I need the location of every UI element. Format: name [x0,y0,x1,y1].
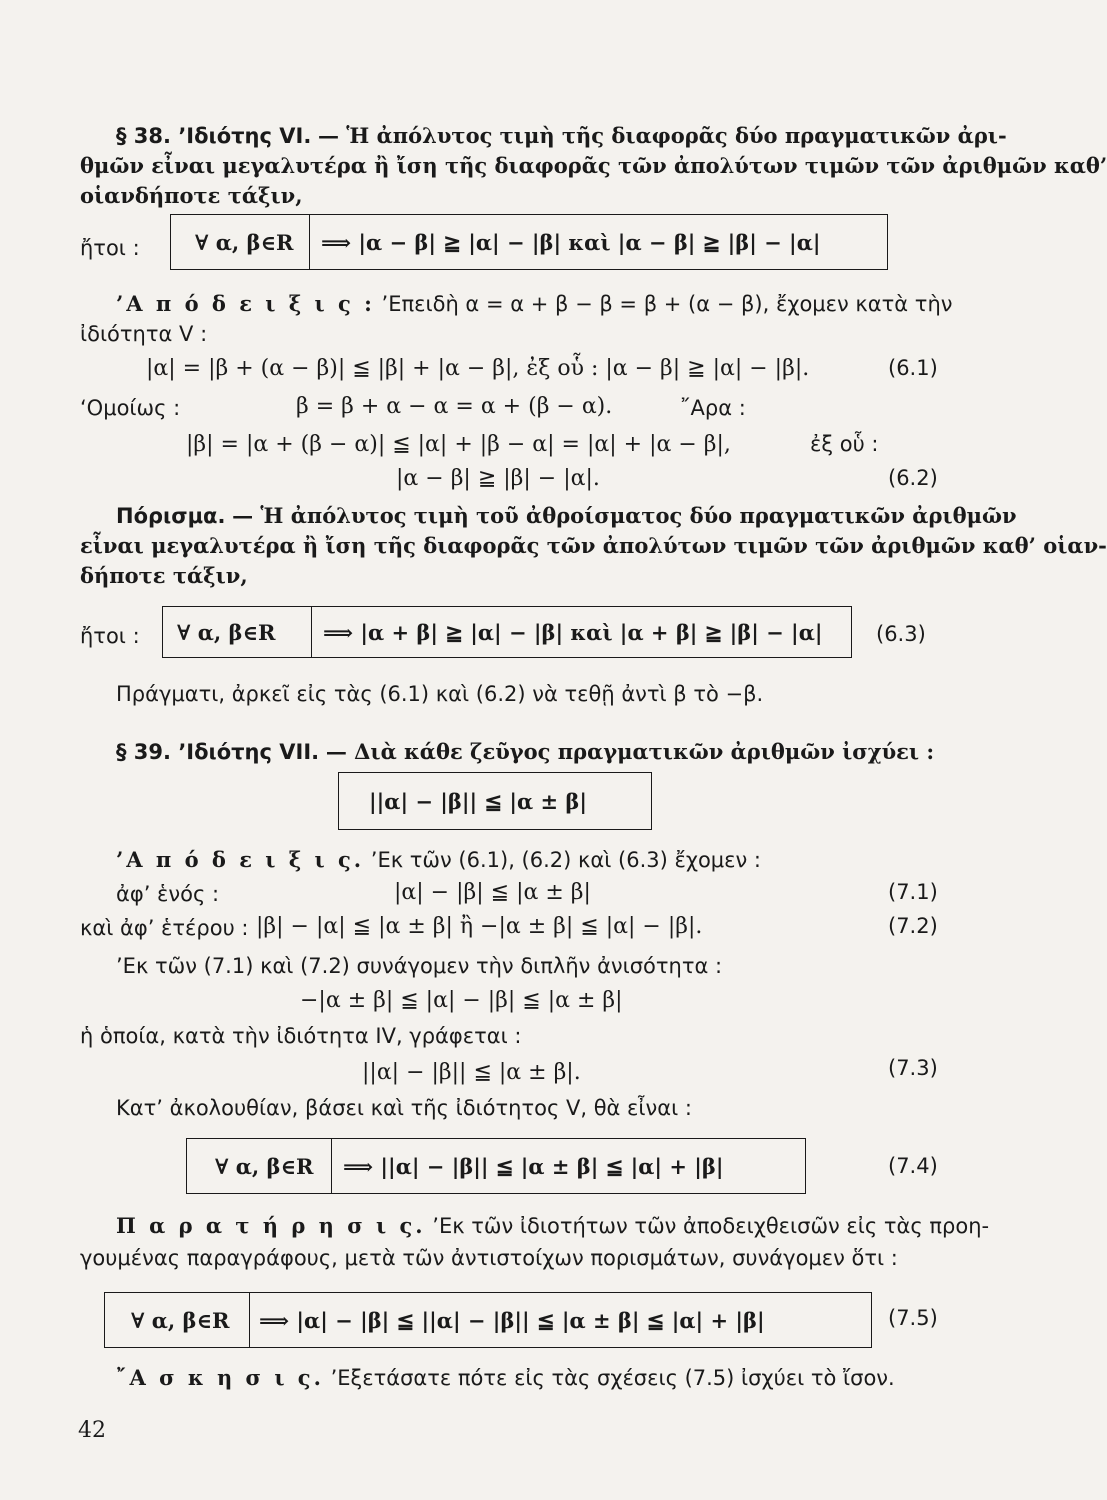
equation-6-3-number: (6.3) [876,622,926,646]
equation-7-4-box-quantifier: ∀ α, β∈R [215,1153,314,1179]
equation-7-2: |β| − |α| ≦ |α ± β| ἢ −|α ± β| ≦ |α| − |β|. [256,914,703,939]
remark-line-1 [116,1212,989,1240]
exercise-text: ’Εξετάσατε πότε εἰς τὰς σχέσεις (7.5) ἰσχύει τὸ ἴσον. [330,1366,895,1390]
omoios-label: ‘Ομοίως : [80,396,181,420]
remark-text: ’Εκ τῶν ἰδιοτήτων τῶν ἀποδειχθεισῶν εἰς τὰς προη- [432,1214,990,1238]
porisma-label: Πόρισμα. [116,504,226,528]
exercise-line [116,1364,895,1392]
af-enos-label: ἀφ’ ἑνός : [116,882,220,906]
equation-7-3: ||α| − |β|| ≦ |α ± β|. [362,1060,581,1085]
equation-7-5-box-expression: ⟹ |α| − |β| ≦ ||α| − |β|| ≦ |α ± β| ≦ |α| + |β| [259,1307,765,1333]
equation-beta: β = β + α − α = α + (β − α). [296,394,613,419]
proof-text: ’Εκ τῶν (6.1), (6.2) καὶ (6.3) ἔχομεν : [370,848,761,872]
box-divider [249,1293,250,1347]
ara-label: ῎Αρα : [680,396,746,420]
porisma-box-expression: ⟹ |α + β| ≧ |α| − |β| καὶ |α + β| ≧ |β| − |α| [323,619,823,645]
section-38-line-1: — Ἡ ἀπόλυτος τιμὴ τῆς διαφορᾶς δύο πραγματικῶν ἀρι- [318,123,1007,148]
section-39-line-1: — Διὰ κάθε ζεῦγος πραγματικῶν ἀριθμῶν ἰσχύει : [325,739,935,764]
section-38-label: § 38. ’Ιδιότης VI. [116,124,312,148]
porisma-note: Πράγματι, ἀρκεῖ εἰς τὰς (6.1) καὶ (6.2) νὰ τεθῇ ἀντὶ β τὸ −β. [116,682,764,706]
section-38-box-expression: ⟹ |α − β| ≧ |α| − |β| καὶ |α − β| ≧ |β| − |α| [321,229,821,255]
section-39-line-opoia: ἡ ὁποία, κατὰ τὴν ἰδιότητα IV, γράφεται : [80,1024,522,1048]
porisma-line-1: — Ἡ ἀπόλυτος τιμὴ τοῦ ἀθροίσματος δύο πραγματικῶν ἀριθμῶν [232,503,1017,528]
section-39-box-expression: ||α| − |β|| ≦ |α ± β| [369,788,587,814]
equation-6-1: |α| = |β + (α − β)| ≦ |β| + |α − β|, ἐξ οὗ : |α − β| ≧ |α| − |β|. [146,356,810,381]
porisma-box-quantifier: ∀ α, β∈R [177,619,276,645]
proof-text: ’Επειδὴ α = α + β − β = β + (α − β), ἔχομεν κατὰ τὴν [381,292,953,316]
proof-label: ’Α π ό δ ε ι ξ ι ς. [116,847,365,872]
section-38-line-2: θμῶν εἶναι μεγαλυτέρα ἢ ἴση τῆς διαφορᾶς τῶν ἀπολύτων τιμῶν τῶν ἀριθμῶν καθ’ [80,153,1107,178]
proof-label: ’Α π ό δ ε ι ξ ι ς : [116,291,375,316]
equation-7-1-number: (7.1) [888,880,938,904]
equation-7-3-number: (7.3) [888,1056,938,1080]
equation-double-inequality: −|α ± β| ≦ |α| − |β| ≦ |α ± β| [300,988,623,1013]
section-38-heading [116,122,1007,150]
box-divider [331,1139,332,1193]
equation-7-5-box-quantifier: ∀ α, β∈R [131,1307,230,1333]
equation-6-2-number: (6.2) [888,466,938,490]
equation-7-5-number: (7.5) [888,1306,938,1330]
remark-line-2: γουμένας παραγράφους, μετὰ τῶν ἀντιστοίχων πορισμάτων, συνάγομεν ὅτι : [80,1246,898,1270]
exercise-label: ῎Α σ κ η σ ι ς. [116,1365,324,1390]
equation-7-2-number: (7.2) [888,914,938,938]
section-38-proof-line-1 [116,290,952,318]
section-39-line-ek: ’Εκ τῶν (7.1) καὶ (7.2) συνάγομεν τὴν διπλῆν ἀνισότητα : [116,954,723,978]
equation-6-2: |α − β| ≧ |β| − |α|. [396,466,600,491]
section-39-proof-line-1 [116,846,761,874]
porisma-itoi: ἤτοι : [80,624,140,648]
box-divider [309,215,310,269]
porisma-heading [116,502,1017,530]
equation-7-4-number: (7.4) [888,1154,938,1178]
porisma-theorem-box [162,606,852,658]
section-39-heading [116,738,934,766]
section-38-line-3: οἱανδήποτε τάξιν, [80,183,303,208]
equation-beta-2: |β| = |α + (β − α)| ≦ |α| + |β − α| = |α| + |α − β|, [186,432,731,457]
equation-7-5-box [104,1292,872,1348]
section-38-itoi: ἤτοι : [80,236,140,260]
section-39-line-kat: Κατ’ ἀκολουθίαν, βάσει καὶ τῆς ἰδιότητος V, θὰ εἶναι : [116,1096,692,1120]
section-38-proof-line-2: ἰδιότητα V : [80,322,208,346]
porisma-line-2: εἶναι μεγαλυτέρα ἢ ἴση τῆς διαφορᾶς τῶν ἀπολύτων τιμῶν τῶν ἀριθμῶν καθ’ οἱαν- [80,533,1107,558]
page-number: 42 [78,1418,106,1443]
section-38-theorem-box [170,214,888,270]
remark-label: Π α ρ α τ ή ρ η σ ι ς. [116,1213,426,1238]
box-divider [311,607,312,657]
equation-6-1-number: (6.1) [888,356,938,380]
equation-7-1: |α| − |β| ≦ |α ± β| [394,880,591,905]
ex-ou-label: ἐξ οὗ : [810,432,879,456]
equation-7-4-box [186,1138,806,1194]
section-38-box-quantifier: ∀ α, β∈R [195,229,294,255]
section-39-label: § 39. ’Ιδιότης VII. [116,740,320,764]
section-39-theorem-box [338,772,652,830]
kai-af-eterou-label: καὶ ἀφ’ ἑτέρου : [80,916,249,940]
porisma-line-3: δήποτε τάξιν, [80,563,248,588]
equation-7-4-box-expression: ⟹ ||α| − |β|| ≦ |α ± β| ≦ |α| + |β| [343,1153,724,1179]
